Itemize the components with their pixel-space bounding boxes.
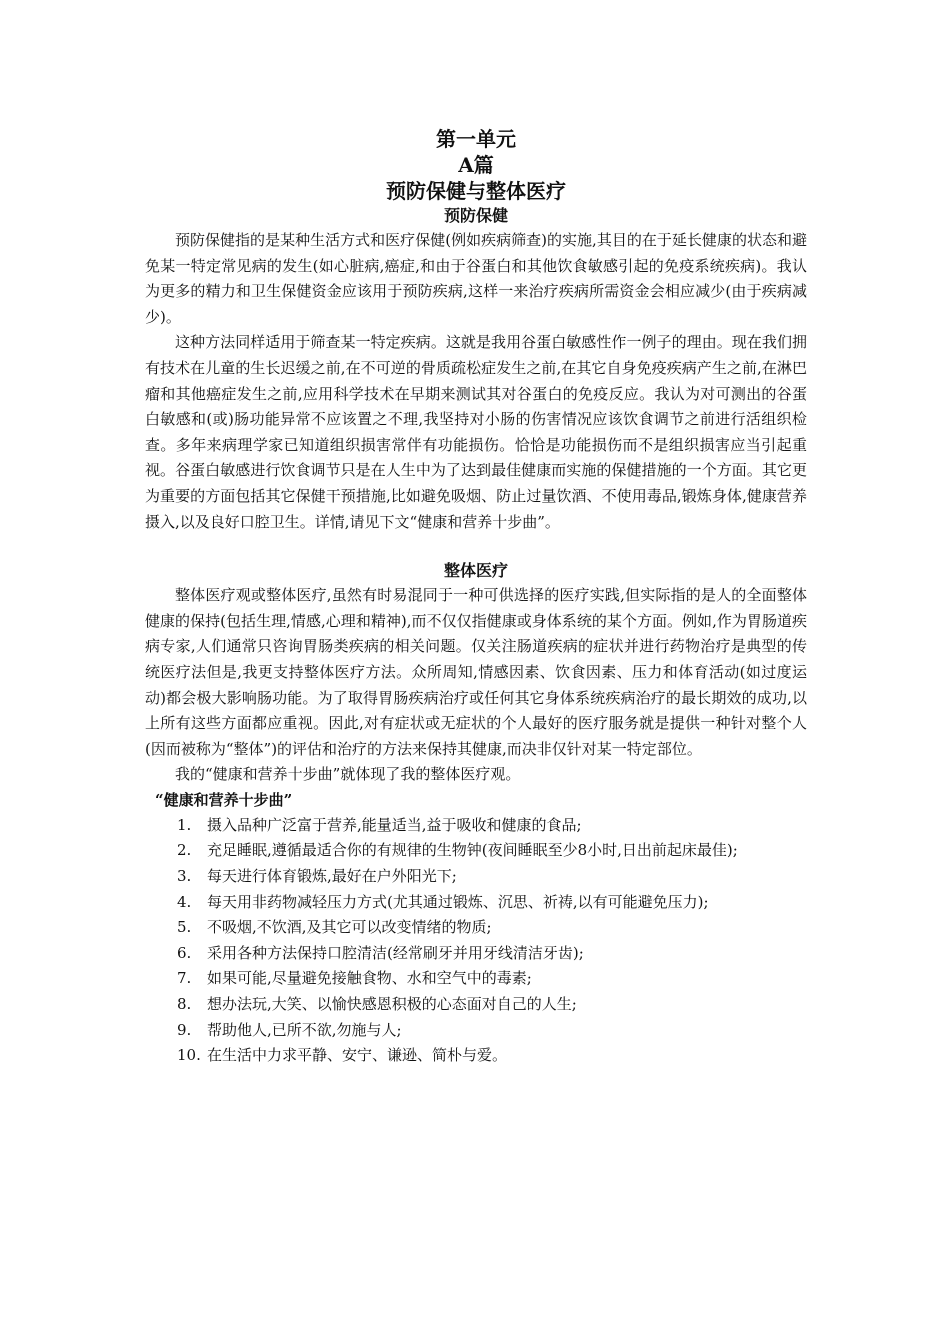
section-heading-holistic-medicine: 整体医疗	[443, 561, 508, 581]
part-title: A篇	[458, 153, 494, 177]
list-item-text: 充足睡眠,遵循最适合你的有规律的生物钟(夜间睡眠至少8小时,日出前起床最佳);	[207, 841, 738, 860]
list-item	[145, 838, 807, 864]
list-item	[145, 1018, 807, 1044]
section-spacer	[145, 535, 807, 559]
list-item-text: 不吸烟,不饮酒,及其它可以改变情绪的物质;	[207, 918, 492, 937]
section-heading-preventive-care: 预防保健	[443, 206, 508, 225]
paragraph: 这种方法同样适用于筛查某一特定疾病。这就是我用谷蛋白敏感性作一例子的理由。现在我们拥有技术在儿童的生长迟缓之前,在不可逆的骨质疏松症发生之前,在其它自身免疫疾病产生之前,在淋巴瘤和其他癌症发生之前,应用科学技术在早期来测试其对谷蛋白的免疫反应。我认为对可测出的谷蛋白敏感和(或)肠功能异常不应该置之不理,我坚持对小肠的伤害情况应该饮食调节之前进行活组织检查。多年来病理学家已知道组织损害常伴有功能损伤。恰恰是功能损伤而不是组织损害应当引起重视。谷蛋白敏感进行饮食调节只是在人生中为了达到最佳健康而实施的保健措施的一个方面。其它更为重要的方面包括其它保健干预措施,比如避免吸烟、防止过量饮酒、不使用毒品,锻炼身体,健康营养摄入,以及良好口腔卫生。详情,请见下文“健康和营养十步曲”。	[145, 333, 807, 531]
list-item	[145, 915, 807, 941]
list-item-number: 7.	[177, 969, 192, 988]
list-item-text: 在生活中力求平静、安宁、谦逊、简朴与爱。	[207, 1046, 508, 1065]
paragraph: 整体医疗观或整体医疗,虽然有时易混同于一种可供选择的医疗实践,但实际指的是人的全面整体健康的保持(包括生理,情感,心理和精神),而不仅仅指健康或身体系统的某个方面。例如,作为胃肠道疾病专家,人们通常只咨询胃肠类疾病的相关问题。仅关注肠道疾病的症状并进行药物治疗是典型的传统医疗法但是,我更支持整体医疗方法。众所周知,情感因素、饮食因素、压力和体育活动(如过度运动)都会极大影响肠功能。为了取得胃肠疾病治疗或任何其它身体系统疾病治疗的最长期效的成功,以上所有这些方面都应重视。因此,对有症状或无症状的个人最好的医疗服务就是提供一种针对整个人(因而被称为“整体”)的评估和治疗的方法来保持其健康,而决非仅针对某一特定部位。	[145, 586, 807, 758]
list-item-text: 如果可能,尽量避免接触食物、水和空气中的毒素;	[207, 969, 532, 988]
list-item-text: 摄入品种广泛富于营养,能量适当,益于吸收和健康的食品;	[207, 815, 582, 834]
list-item-text: 采用各种方法保持口腔清洁(经常刷牙并用牙线清洁牙齿);	[207, 943, 584, 962]
list-item-number: 10.	[177, 1046, 201, 1065]
list-item	[145, 813, 807, 839]
list-item-text: 每天进行体育锻炼,最好在户外阳光下;	[207, 867, 457, 886]
list-item-number: 5.	[177, 918, 192, 937]
main-title: 预防保健与整体医疗	[386, 179, 566, 203]
list-item-number: 1.	[177, 815, 192, 834]
list-item-text: 想办法玩,大笑、以愉快感恩积极的心态面对自己的人生;	[207, 995, 577, 1014]
steps-list-title: “健康和营养十步曲”	[155, 790, 293, 809]
list-item-number: 6.	[177, 943, 192, 962]
list-item-text: 帮助他人,已所不欲,勿施与人;	[207, 1020, 402, 1039]
list-item-number: 8.	[177, 995, 192, 1014]
list-item-text: 每天用非药物减轻压力方式(尤其通过锻炼、沉思、祈祷,以有可能避免压力);	[207, 892, 709, 911]
paragraph: 预防保健指的是某种生活方式和医疗保健(例如疾病筛查)的实施,其目的在于延长健康的状态和避免某一特定常见病的发生(如心脏病,癌症,和由于谷蛋白和其他饮食敏感引起的免疫系统疾病)。我认为更多的精力和卫生保健资金应该用于预防疾病,这样一来治疗疾病所需资金会相应减少(由于疾病减少)。	[145, 231, 807, 326]
list-item-number: 3.	[177, 867, 192, 886]
list-item	[145, 864, 807, 890]
list-item	[145, 966, 807, 992]
unit-title: 第一单元	[436, 127, 516, 151]
list-item-number: 2.	[177, 841, 192, 860]
list-item	[145, 1043, 807, 1069]
paragraph: 我的“健康和营养十步曲”就体现了我的整体医疗观。	[175, 765, 521, 784]
list-item	[145, 992, 807, 1018]
document-body	[145, 126, 807, 1069]
list-item-number: 9.	[177, 1020, 192, 1039]
list-item-number: 4.	[177, 892, 192, 911]
list-item	[145, 890, 807, 916]
health-steps-list	[145, 813, 807, 1069]
list-item	[145, 941, 807, 967]
